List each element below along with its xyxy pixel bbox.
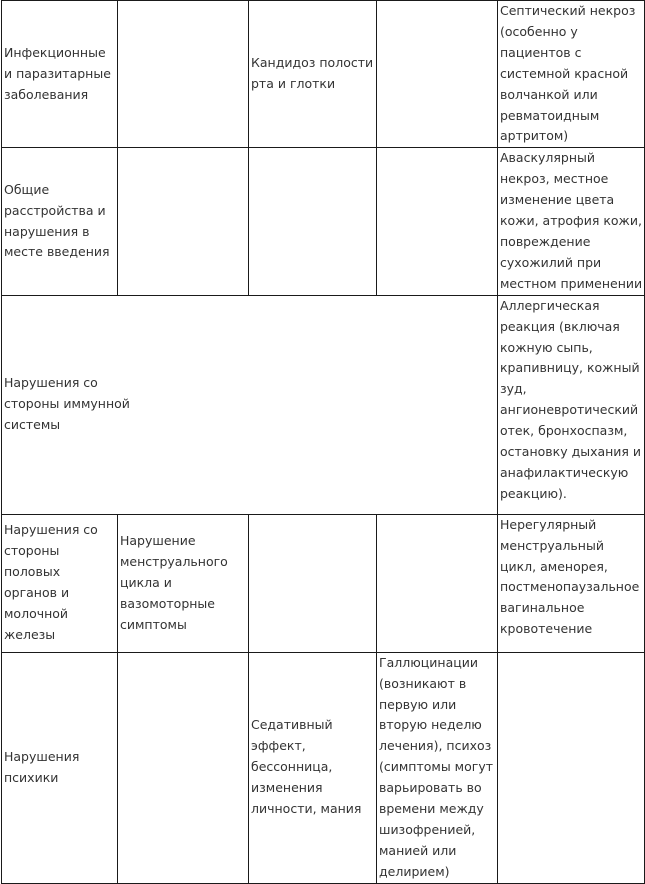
table-cell: Аллергическая реакция (включая кожную сыпь, крапивницу, кожный зуд, ангионевротический отек, бронхоспазм, остановку дыхания и анафилактическую реакцию). [498,295,645,514]
table-row [2,1,645,148]
table-cell [118,148,249,295]
table-row [2,514,645,652]
table-cell [118,652,249,883]
table-row [2,652,645,883]
table-cell: Септический некроз (особенно у пациентов с системной красной волчанкой или ревматоидным артритом) [498,1,645,148]
table-cell: Кандидоз полости рта и глотки [249,1,377,148]
category-cell [2,1,118,148]
table-cell [118,1,249,148]
table-cell [249,514,377,652]
category-cell [2,514,118,652]
table-cell [377,514,498,652]
category-text: Нарушения со стороны половых органов и молочной железы [4,522,98,642]
table-cell: Нарушение менструального цикла и вазомоторные симптомы [118,514,249,652]
category-text: Нарушения со стороны иммунной системы [4,375,130,433]
category-text: Нарушения психики [4,748,80,785]
category-text: Инфекционные и паразитарные заболевания [4,44,111,102]
table-row [2,295,645,514]
category-cell [2,652,118,883]
adverse-effects-table [1,0,645,884]
table-cell [249,148,377,295]
table-cell [377,148,498,295]
table-cell: Аваскулярный некроз, местное изменение цвета кожи, атрофия кожи, повреждение сухожилий при местном применении [498,148,645,295]
table-cell [377,1,498,148]
category-cell [2,148,118,295]
table-cell: Седативный эффект, бессонница, изменения личности, мания [249,652,377,883]
table-cell: Нерегулярный менструальный цикл, аменорея, постменопаузальное вагинальное кровотечение [498,514,645,652]
category-text: Общие расстройства и нарушения в месте введения [4,181,110,260]
table-cell: Галлюцинации (возникают в первую или вторую неделю лечения), психоз (симптомы могут варьировать во времени между шизофренией, манией или делирием) [377,652,498,883]
table-row [2,148,645,295]
category-cell [2,295,498,514]
table-cell [498,652,645,883]
